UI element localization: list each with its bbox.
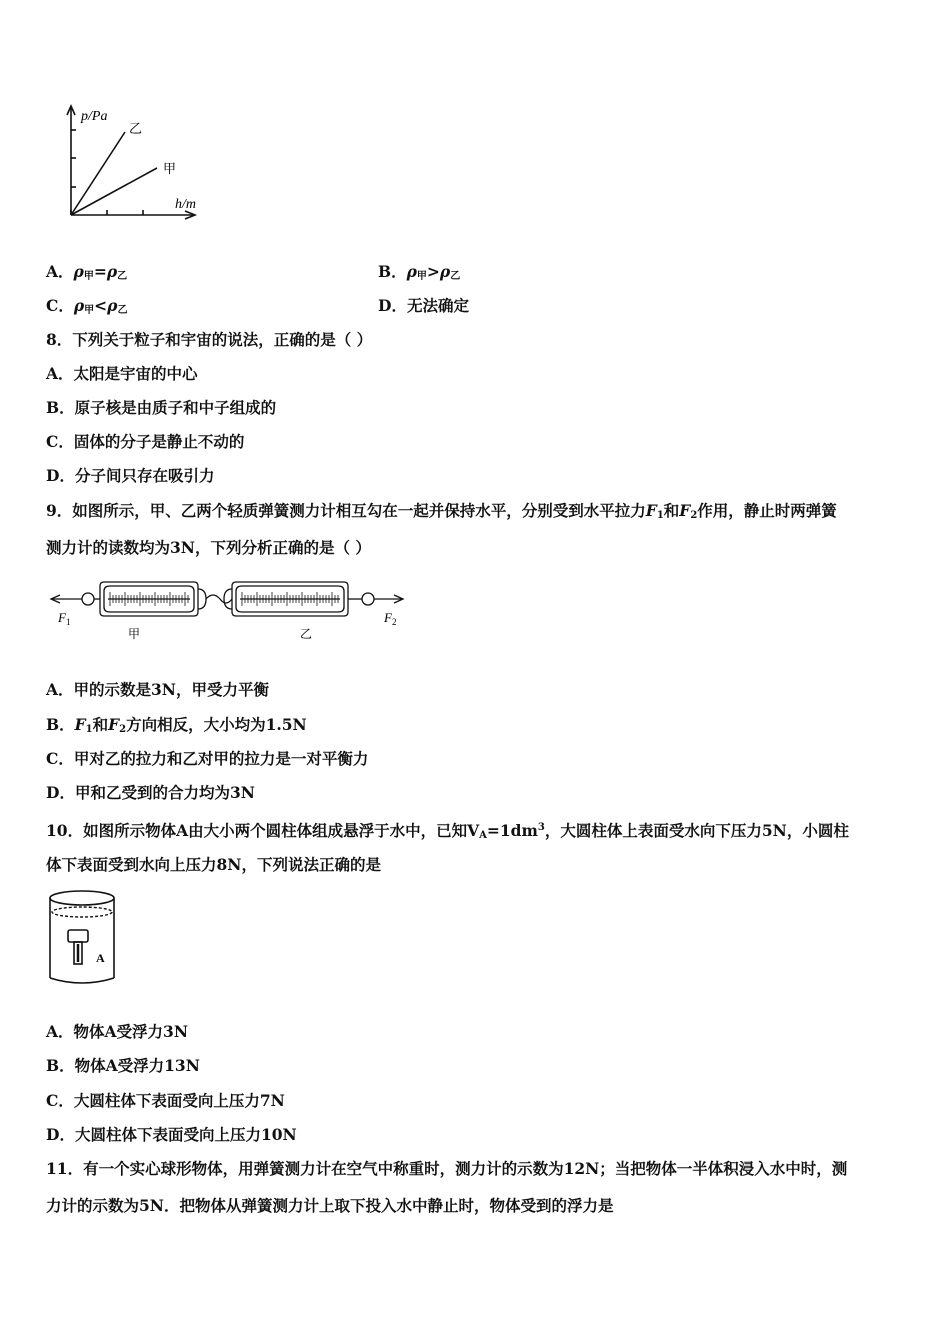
f1-label: F <box>58 610 66 625</box>
q8-option-b: B．原子核是由质子和中子组成的 <box>46 398 277 417</box>
f2-sub: 2 <box>392 617 397 627</box>
object-a-label: A <box>96 951 105 965</box>
q9-stem-line2: 测力计的读数均为3N，下列分析正确的是（ ） <box>46 538 371 557</box>
q10-option-a: A．物体A受浮力3N <box>46 1022 189 1041</box>
q11-stem-line2: 力计的示数为5N．把物体从弹簧测力计上取下投入水中静止时，物体受到的浮力是 <box>46 1196 614 1215</box>
q10-stem-line1: 10．如图所示物体A由大小两个圆柱体组成悬浮于水中，已知$V_A=1dm^3$，大圆柱体上表面受水向下压力5N，小圆柱 <box>46 821 849 841</box>
line-jia <box>71 168 157 215</box>
q9-option-a: A．甲的示数是3N，甲受力平衡 <box>46 680 269 699</box>
pressure-depth-graph <box>55 100 225 225</box>
q10-option-d: D．大圆柱体下表面受向上压力10N <box>46 1125 297 1144</box>
beaker-figure <box>44 886 120 990</box>
q9-option-d: D．甲和乙受到的合力均为3N <box>46 783 255 802</box>
q9-option-b: B．$F_1$和$F_2$方向相反，大小均为1.5N <box>46 715 307 735</box>
f1-sub: 1 <box>66 617 71 627</box>
q8-option-d: D．分子间只存在吸引力 <box>46 466 215 485</box>
line-yi <box>71 132 125 215</box>
spring-scales-figure <box>48 574 408 644</box>
left-scale-label: 甲 <box>128 627 141 641</box>
q7-option-b: B．$\rho_甲>\rho_乙$ <box>378 262 461 282</box>
q11-stem-line1: 11．有一个实心球形物体，用弹簧测力计在空气中称重时，测力计的示数为12N；当把物体一半体积浸入水中时，测 <box>46 1159 848 1178</box>
line-yi-label: 乙 <box>129 121 143 136</box>
f2-label: F <box>384 610 392 625</box>
q9-option-c: C．甲对乙的拉力和乙对甲的拉力是一对平衡力 <box>46 749 369 768</box>
q8-option-a: A．太阳是宇宙的中心 <box>46 364 198 383</box>
x-axis-label: h/m <box>175 197 196 212</box>
q7-option-c: C．$\rho_甲<\rho_乙$ <box>46 296 128 316</box>
y-axis-label: p/Pa <box>81 109 108 124</box>
right-scale-label: 乙 <box>300 627 313 641</box>
q7-option-d: D．无法确定 <box>378 296 469 315</box>
q8-stem: 8．下列关于粒子和宇宙的说法，正确的是（ ） <box>46 330 373 349</box>
q7-option-a: A．$\rho_甲=\rho_乙$ <box>46 262 128 282</box>
q10-option-b: B．物体A受浮力13N <box>46 1056 200 1075</box>
q9-stem-line1: 9．如图所示，甲、乙两个轻质弹簧测力计相互勾在一起并保持水平，分别受到水平拉力$F_1$和$F_2$作用，静止时两弹簧 <box>46 501 837 521</box>
q10-option-c: C．大圆柱体下表面受向上压力7N <box>46 1091 285 1110</box>
line-jia-label: 甲 <box>163 161 177 176</box>
q10-stem-line2: 体下表面受到水向上压力8N，下列说法正确的是 <box>46 855 381 874</box>
q8-option-c: C．固体的分子是静止不动的 <box>46 432 245 451</box>
